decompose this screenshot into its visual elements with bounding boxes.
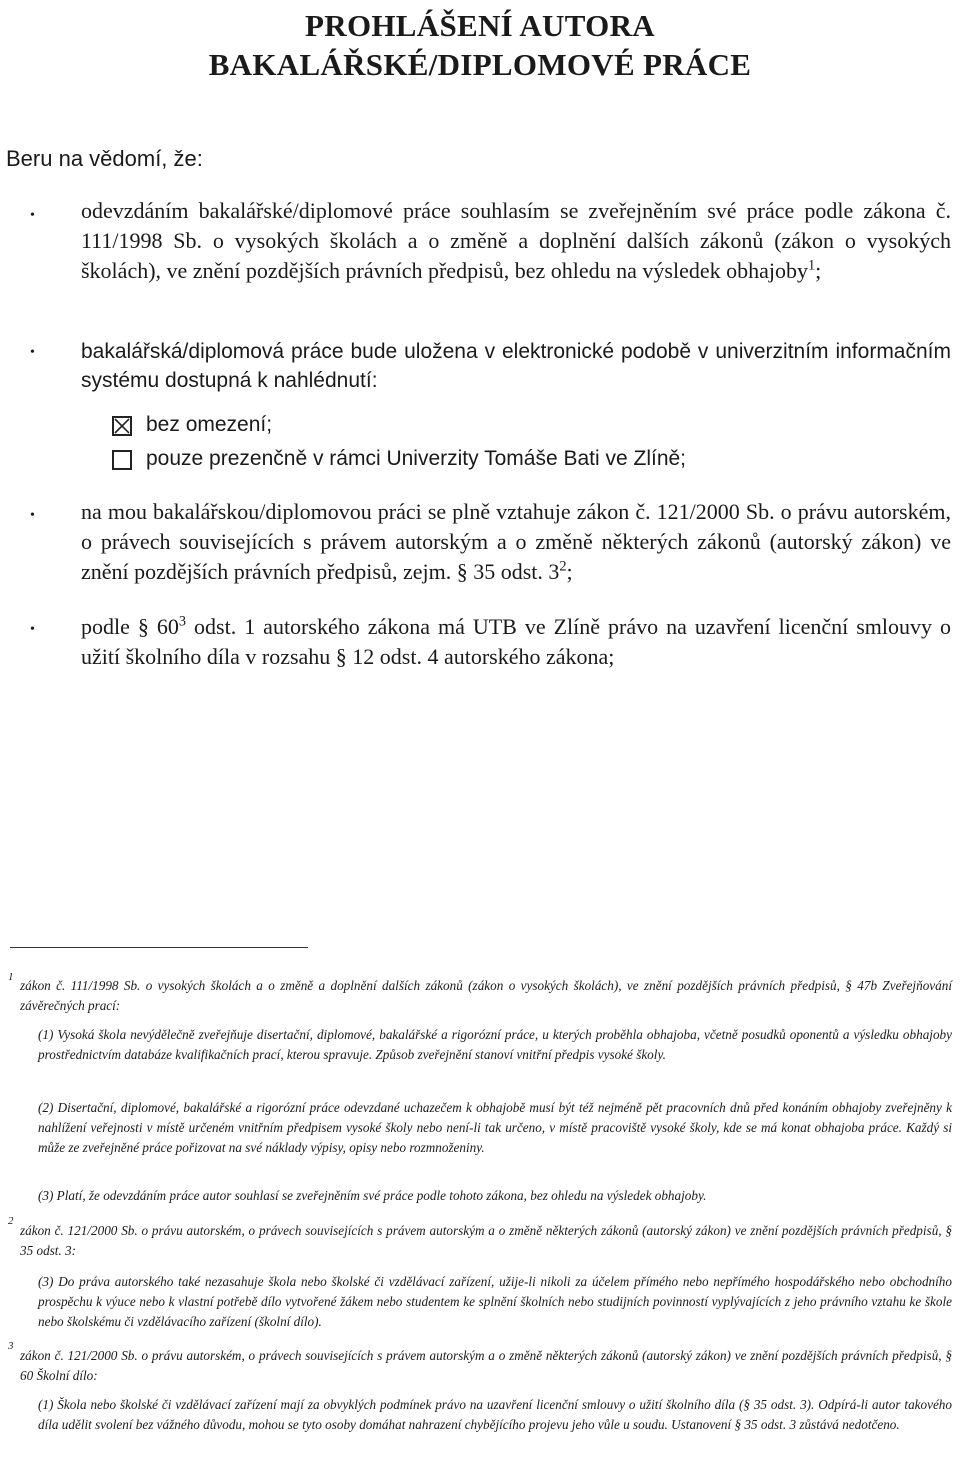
statement-text: odevzdáním bakalářské/diplomové práce souhlasím se zveřejněním své práce podle zákona č. 111/1998 Sb. o vysokých školách a o změně a doplnění dalších zákonů (zákon o vysokých školách), ve znění pozdějších právních předpisů, bez ohledu na výsledek obhajoby (81, 198, 951, 283)
page-title: PROHLÁŠENÍ AUTORA (305, 8, 655, 43)
footnote-1-heading: zákon č. 111/1998 Sb. o vysokých školách a o změně a doplnění dalších zákonů (zákon o vysokých školách), ve znění pozdějších právních předpisů, § 47b Zveřejňování závěrečných prací: (20, 978, 952, 1013)
statement-tail: ; (815, 258, 822, 283)
checkmark-x-icon (114, 418, 130, 434)
statement-tail: odst. 1 autorského zákona má UTB ve Zlíně právo na uzavření licenční smlouvy o užití školního díla v rozsahu § 12 odst. 4 autorského zákona; (81, 614, 951, 669)
statement-text: bakalářská/diplomová práce bude uložena v elektronické podobě v univerzitním informačním systému dostupná k nahlédnutí: (81, 340, 951, 392)
statement-tail: ; (566, 559, 573, 584)
footnote-1-paragraph-2: (2) Disertační, diplomové, bakalářské a rigorózní práce odevzdané uchazečem k obhajobě musí být též nejméně pět pracovních dnů před konáním obhajoby zveřejněny k nahlížení veřejnosti v místě určeném vnitřním předpisem vysoké školy nebo není-li tak určeno, v místě pracoviště vysoké školy, kde se má konat obhajoba práce. Každý si může ze zveřejněné práce pořizovat na své náklady výpisy, opisy nebo rozmnoženiny. (38, 1100, 952, 1155)
bullet-icon: • (30, 345, 35, 360)
bullet-icon: • (30, 208, 35, 223)
footnote-2-paragraph-1: (3) Do práva autorského také nezasahuje škola nebo školské či vzdělávací zařízení, užije-li nikoli za účelem přímého nebo nepřímého hospodářského nebo obchodního prospěchu k výuce nebo k vlastní potřebě dílo vytvořené žákem nebo studentem ke splnění školních nebo studijních povinností vyplývajících z jeho právního vztahu ke škole nebo školskému či vzdělávacího zařízení (školní dílo). (38, 1274, 952, 1329)
checkbox-pouze-prezencne[interactable] (112, 450, 132, 470)
checkbox-label: bez omezení; (146, 413, 273, 436)
checkbox-bez-omezeni[interactable] (112, 416, 132, 436)
footnote-mark: 2 (8, 1215, 14, 1227)
bullet-icon: • (30, 622, 35, 637)
statement-item-3 (81, 497, 951, 587)
footnote-2-heading: zákon č. 121/2000 Sb. o právu autorském, o právech souvisejících s právem autorským a o změně některých zákonů (autorský zákon) ve znění pozdějších právních předpisů, § 35 odst. 3: (20, 1223, 952, 1258)
footnote-1-paragraph-3: (3) Platí, že odevzdáním práce autor souhlasí se zveřejněním své práce podle tohoto zákona, bez ohledu na výsledek obhajoby. (38, 1188, 707, 1203)
statement-text: na mou bakalářskou/diplomovou práci se plně vztahuje zákon č. 121/2000 Sb. o právu autorském, o právech souvisejících s právem autorským a o změně některých zákonů (autorský zákon) ve znění pozdějších právních předpisů, zejm. § 35 odst. 3 (81, 499, 951, 584)
footnote-mark: 1 (8, 971, 14, 983)
footnote-divider (10, 947, 308, 948)
statement-item-4 (81, 612, 951, 672)
page-subtitle: BAKALÁŘSKÉ/DIPLOMOVÉ PRÁCE (208, 47, 752, 82)
footnote-ref: 2 (559, 558, 567, 575)
footnote-1-paragraph-1: (1) Vysoká škola nevýdělečně zveřejňuje disertační, diplomové, bakalářské a rigorózní práce, u kterých proběhla obhajoba, včetně posudků oponentů a výsledku obhajoby prostřednictvím databáze kvalifikačních prací, kterou spravuje. Způsob zveřejnění stanoví vnitřní předpis vysoké školy. (38, 1027, 952, 1062)
checkbox-label: pouze prezenčně v rámci Univerzity Tomáše Bati ve Zlíně; (146, 447, 687, 470)
intro-text: Beru na vědomí, že: (6, 146, 203, 171)
footnote-ref: 3 (178, 613, 187, 630)
footnote-mark: 3 (8, 1340, 14, 1352)
bullet-icon: • (30, 508, 35, 523)
statement-item-2 (81, 337, 951, 395)
statement-text: podle § 60 (81, 614, 179, 639)
statement-item-1 (81, 196, 951, 286)
footnote-3-heading: zákon č. 121/2000 Sb. o právu autorském, o právech souvisejících s právem autorským a o změně některých zákonů (autorský zákon) ve znění pozdějších právních předpisů, § 60 Školní dílo: (20, 1348, 952, 1383)
footnote-ref: 1 (808, 257, 816, 274)
footnote-3-paragraph-1: (1) Škola nebo školské či vzdělávací zařízení mají za obvyklých podmínek právo na uzavření licenční smlouvy o užití školního díla (§ 35 odst. 3). Odpírá-li autor takového díla udělit svolení bez vážného důvodu, mohou se tyto osoby domáhat nahrazení chybějícího projevu jeho vůle u soudu. Ustanovení § 35 odst. 3 zůstává nedotčeno. (38, 1397, 952, 1432)
